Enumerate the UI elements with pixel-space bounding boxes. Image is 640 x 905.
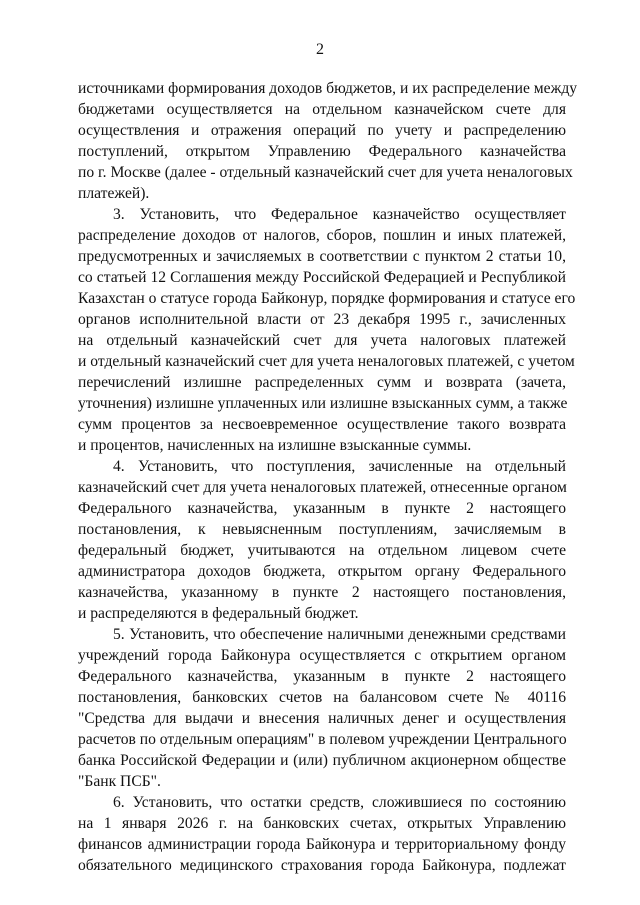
text-line: "Банк ПСБ". [78, 773, 161, 790]
text-line: по г. Москве (далее - отдельный казначейский счет для учета неналоговых [78, 164, 573, 181]
text-line: расчетов по отдельным операциям" в полевом учреждении Центрального [78, 731, 567, 748]
text-line: администратора доходов бюджета, открытом органу Федерального [78, 563, 566, 580]
text-line: и процентов, начисленных на излишне взысканные суммы. [78, 437, 472, 454]
text-line: "Средства для выдачи и внесения наличных денег и осуществления [78, 710, 566, 727]
text-line: со статьей 12 Соглашения между Российской Федерацией и Республикой [78, 269, 566, 286]
text-line: уточнения) излишне уплаченных или излишне взысканных сумм, а также [78, 395, 568, 412]
text-line: Казахстан о статусе города Байконур, порядке формирования и статусе его [78, 290, 576, 307]
text-line: поступлений, открытом Управлению Федерального казначейства [78, 143, 566, 160]
text-line: сумм процентов за несвоевременное осуществление такого возврата [78, 416, 566, 433]
text-line: на 1 января 2026 г. на банковских счетах, открытых Управлению [78, 815, 566, 832]
text-line: бюджетами осуществляется на отдельном казначейском счете для [78, 101, 566, 118]
text-line: и распределяются в федеральный бюджет. [78, 605, 359, 622]
text-line: и отдельный казначейский счет для учета неналоговых платежей, с учетом [78, 353, 575, 370]
paragraph-4-first-line: 4. Установить, что поступления, зачисленные на отдельный [113, 458, 566, 475]
text-line: на отдельный казначейский счет для учета налоговых платежей [78, 332, 566, 349]
text-line: Федерального казначейства, указанным в пункте 2 настоящего [78, 668, 566, 685]
text-line: банка Российской Федерации и (или) публичном акционерном обществе [78, 752, 566, 769]
text-line: предусмотренных и зачисляемых в соответствии с пунктом 2 статьи 10, [78, 248, 566, 265]
text-line: платежей). [78, 185, 150, 202]
text-line: федеральный бюджет, учитываются на отдельном лицевом счете [78, 542, 566, 559]
text-line: обязательного медицинского страхования города Байконура, подлежат [78, 857, 566, 874]
text-line: финансов администрации города Байконура и территориальному фонду [78, 836, 566, 853]
text-line: казначейский счет для учета неналоговых платежей, отнесенные органом [78, 479, 567, 496]
text-line: источниками формирования доходов бюджетов, и их распределение между [78, 80, 578, 97]
text-line: постановления, банковских счетов на балансовом счете № 40116 [78, 689, 566, 706]
text-line: учреждений города Байконура осуществляется с открытием органом [78, 647, 566, 664]
page-number: 2 [316, 41, 324, 58]
text-line: осуществления и отражения операций по учету и распределению [78, 122, 566, 139]
text-line: Федерального казначейства, указанным в пункте 2 настоящего [78, 500, 566, 517]
paragraph-6-first-line: 6. Установить, что остатки средств, сложившиеся по состоянию [113, 794, 566, 811]
text-line: постановления, к невыясненным поступлениям, зачисляемым в [78, 521, 566, 538]
text-line: распределение доходов от налогов, сборов, пошлин и иных платежей, [78, 227, 566, 244]
paragraph-3-first-line: 3. Установить, что Федеральное казначейство осуществляет [113, 206, 566, 223]
paragraph-5-first-line: 5. Установить, что обеспечение наличными денежными средствами [113, 626, 566, 643]
text-line: органов исполнительной власти от 23 декабря 1995 г., зачисленных [78, 311, 566, 328]
text-line: перечислений излишне распределенных сумм и возврата (зачета, [78, 374, 566, 391]
text-line: казначейства, указанному в пункте 2 настоящего постановления, [78, 584, 566, 601]
